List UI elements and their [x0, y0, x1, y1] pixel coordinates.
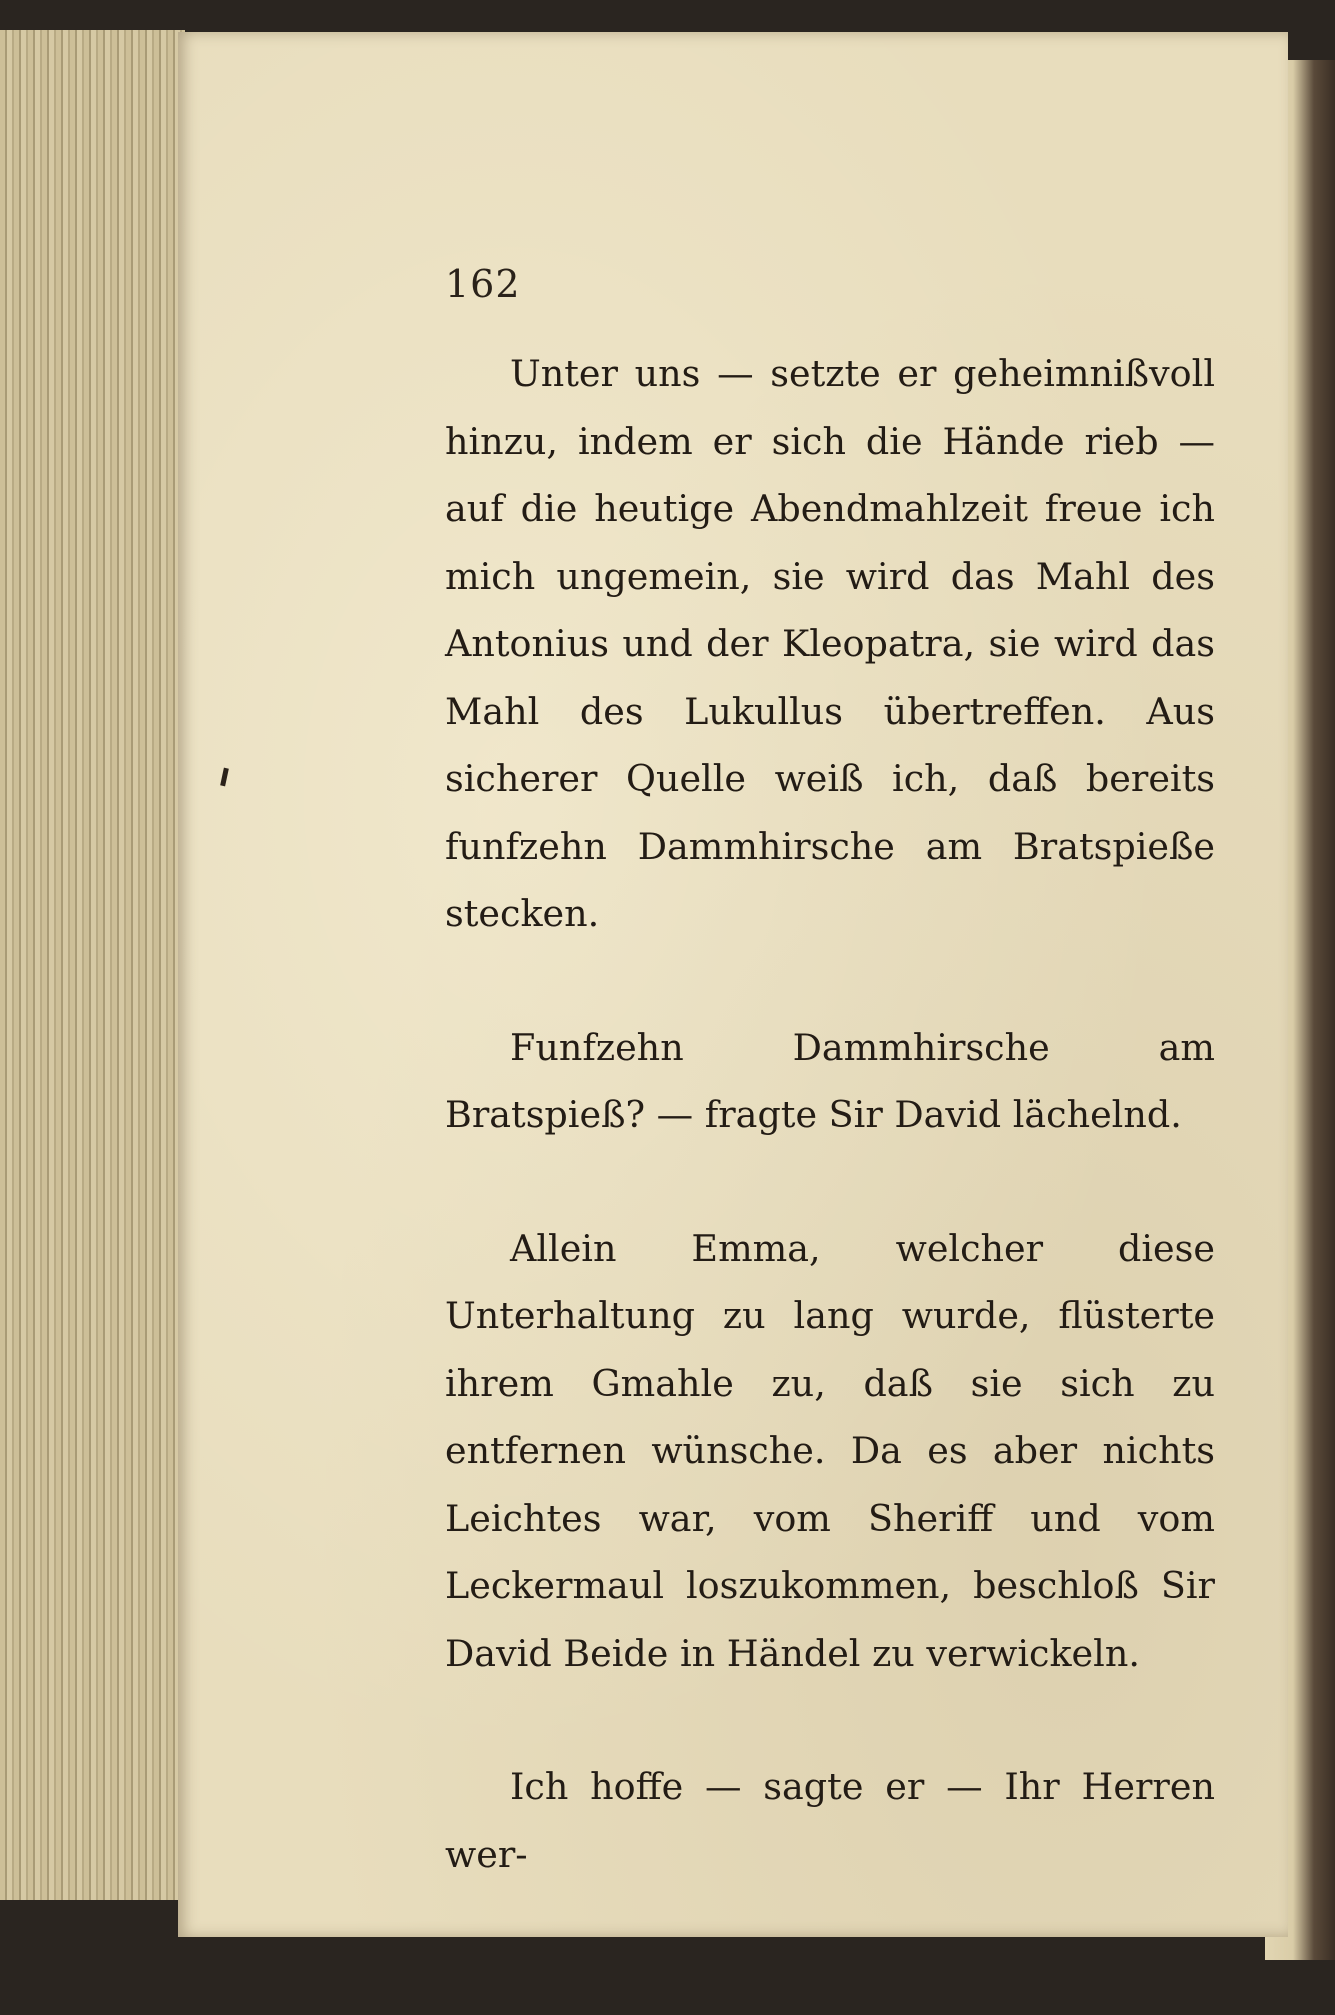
page-number: 162: [445, 262, 521, 306]
paragraph-2: Funfzehn Dammhirsche am Bratspieß? — fragte Sir David lächelnd.: [445, 1025, 1215, 1136]
paragraph-3: Allein Emma, welcher diese Unterhaltung zu lang wurde, flüsterte ihrem Gmahle zu, daß sie sich zu entfernen wünsche. Da es aber nichts Leichtes war, vom Sheriff und vom Leckermaul loszukommen, beschloß Sir David Beide in Händel zu verwickeln.: [445, 1226, 1215, 1675]
page-text: [445, 340, 1215, 1888]
paragraph-4: Ich hoffe — sagte er — Ihr Herren wer-: [445, 1765, 1215, 1876]
paragraph-1: Unter uns — setzte er geheimnißvoll hinzu, indem er sich die Hände rieb — auf die heutige Abendmahlzeit freue ich mich ungemein, sie wird das Mahl des Antonius und der Kleopatra, sie wird das Mahl des Lukullus übertreffen. Aus sicherer Quelle weiß ich, daß bereits funfzehn Dammhirsche am Bratspieße stecken.: [445, 352, 1215, 935]
book-page-edges: [0, 30, 185, 1900]
